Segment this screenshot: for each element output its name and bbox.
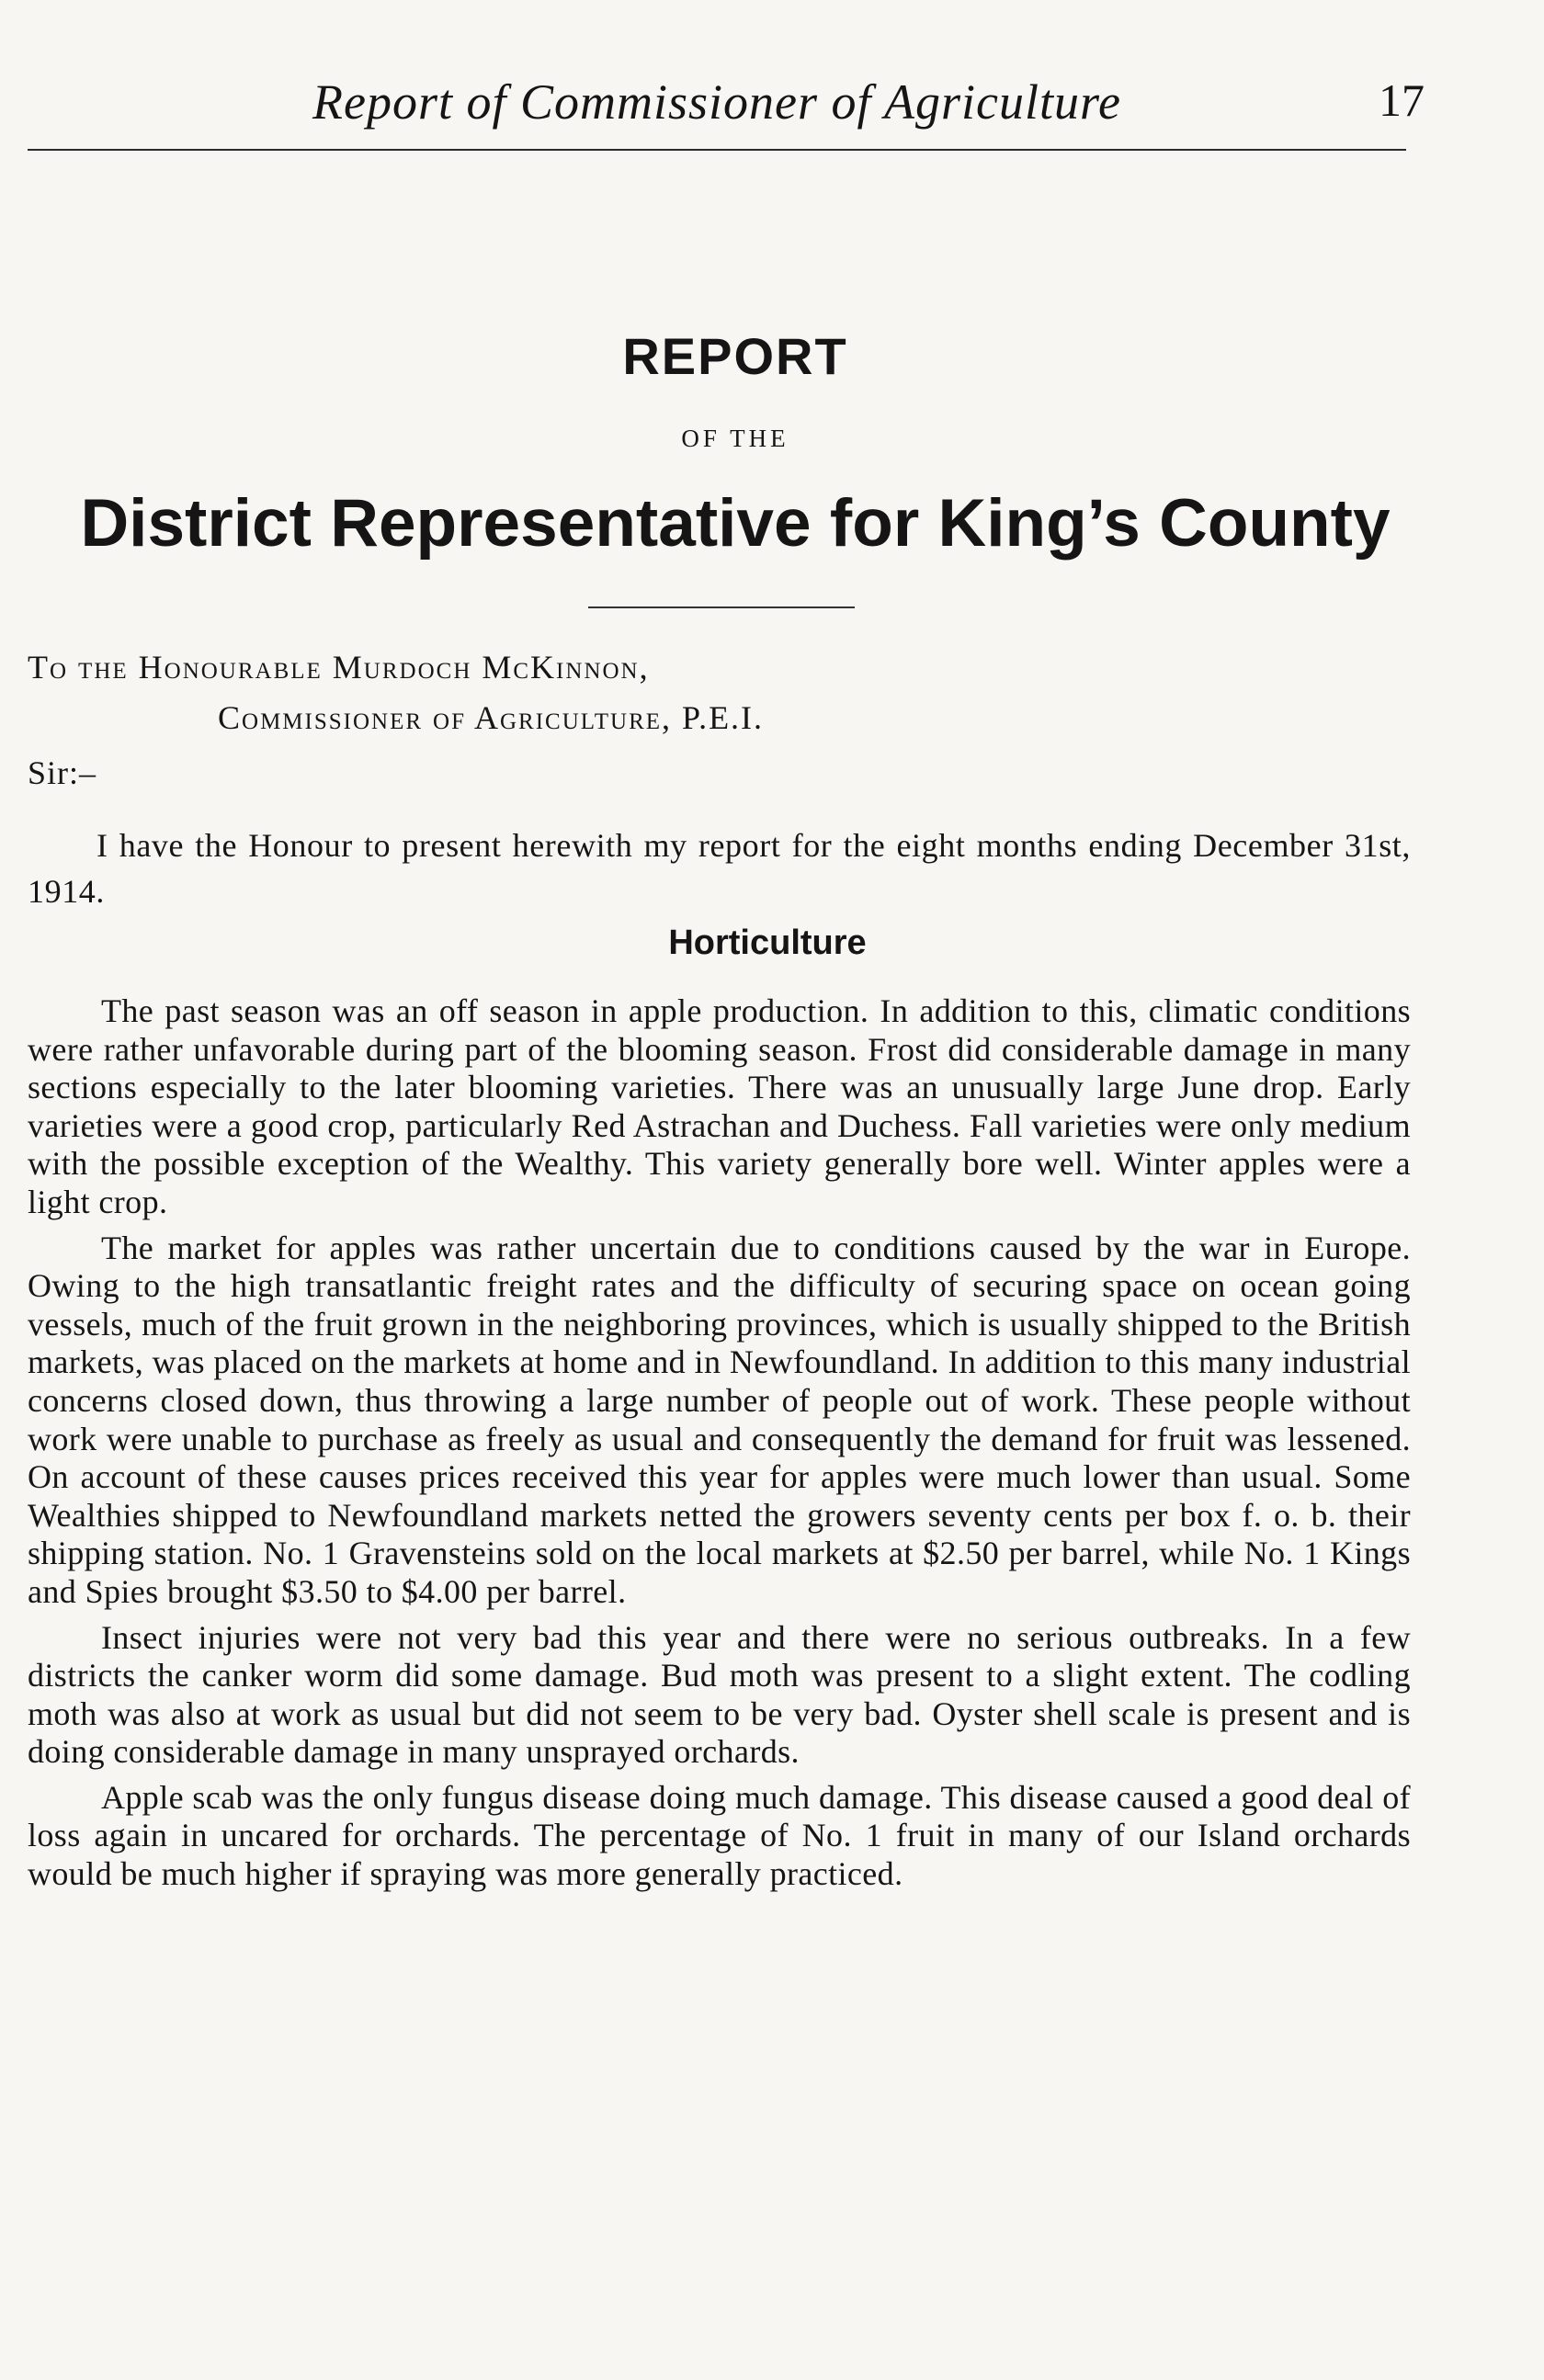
district-title: District Representative for King’s County xyxy=(80,486,1391,561)
paragraph-fungus-disease: Apple scab was the only fungus disease doing much damage. This disease caused a good deal of loss again in uncared for orchards. The percentage of No. 1 fruit in many of our Island orchards would be much higher if spraying was more generally practiced. xyxy=(28,1778,1411,1893)
section-heading-horticulture: Horticulture xyxy=(668,924,867,962)
intro-paragraph: I have the Honour to present herewith my report for the eight months ending December 31st, 1914. xyxy=(28,827,1411,910)
paragraph-insect-injuries: Insect injuries were not very bad this year and there were no serious outbreaks. In a few districts the canker worm did some damage. Bud moth was present to a slight extent. The codling moth was also at work as usual but did not seem to be very bad. Oyster shell scale is present and is doing considerable damage in many unsprayed orchards. xyxy=(28,1618,1411,1771)
running-header-title: Report of Commissioner of Agriculture xyxy=(312,74,1121,130)
section-body xyxy=(28,992,1411,1901)
paragraph-apple-market: The market for apples was rather uncertain due to conditions caused by the war in Europe. Owing to the high transatlantic freight rates and the difficulty of securing space on ocean going vessels, much of the fruit grown in the neighboring provinces, which is usually shipped to the British markets, was placed on the markets at home and in Newfoundland. In addition to this many industrial concerns closed down, thus throwing a large number of people out of work. These people without work were unable to purchase as freely as usual and consequently the demand for fruit was lessened. On account of these causes prices received this year for apples were much lower than usual. Some Wealthies shipped to Newfoundland markets netted the growers seventy cents per box f. o. b. their shipping station. No. 1 Gravensteins sold on the local markets at $2.50 per barrel, while No. 1 Kings and Spies brought $3.50 to $4.00 per barrel. xyxy=(28,1229,1411,1610)
of-the-subheading: OF THE xyxy=(681,425,789,452)
title-divider xyxy=(588,606,855,608)
header-rule xyxy=(28,149,1406,151)
address-line-1: To the Honourable Murdoch McKinnon, xyxy=(28,649,650,686)
paragraph-apple-season: The past season was an off season in apple production. In addition to this, climatic conditions were rather unfavorable during part of the blooming season. Frost did considerable damage in many sections especially to the later blooming varieties. There was an unusually large June drop. Early varieties were a good crop, particularly Red Astrachan and Duchess. Fall varieties were only medium with the possible exception of the Wealthy. This variety generally bore well. Winter apples were a light crop. xyxy=(28,992,1411,1220)
address-line-2: Commissioner of Agriculture, P.E.I. xyxy=(218,699,765,736)
report-heading: REPORT xyxy=(622,327,848,385)
page-number: 17 xyxy=(1379,74,1425,126)
salutation: Sir:– xyxy=(28,754,97,791)
